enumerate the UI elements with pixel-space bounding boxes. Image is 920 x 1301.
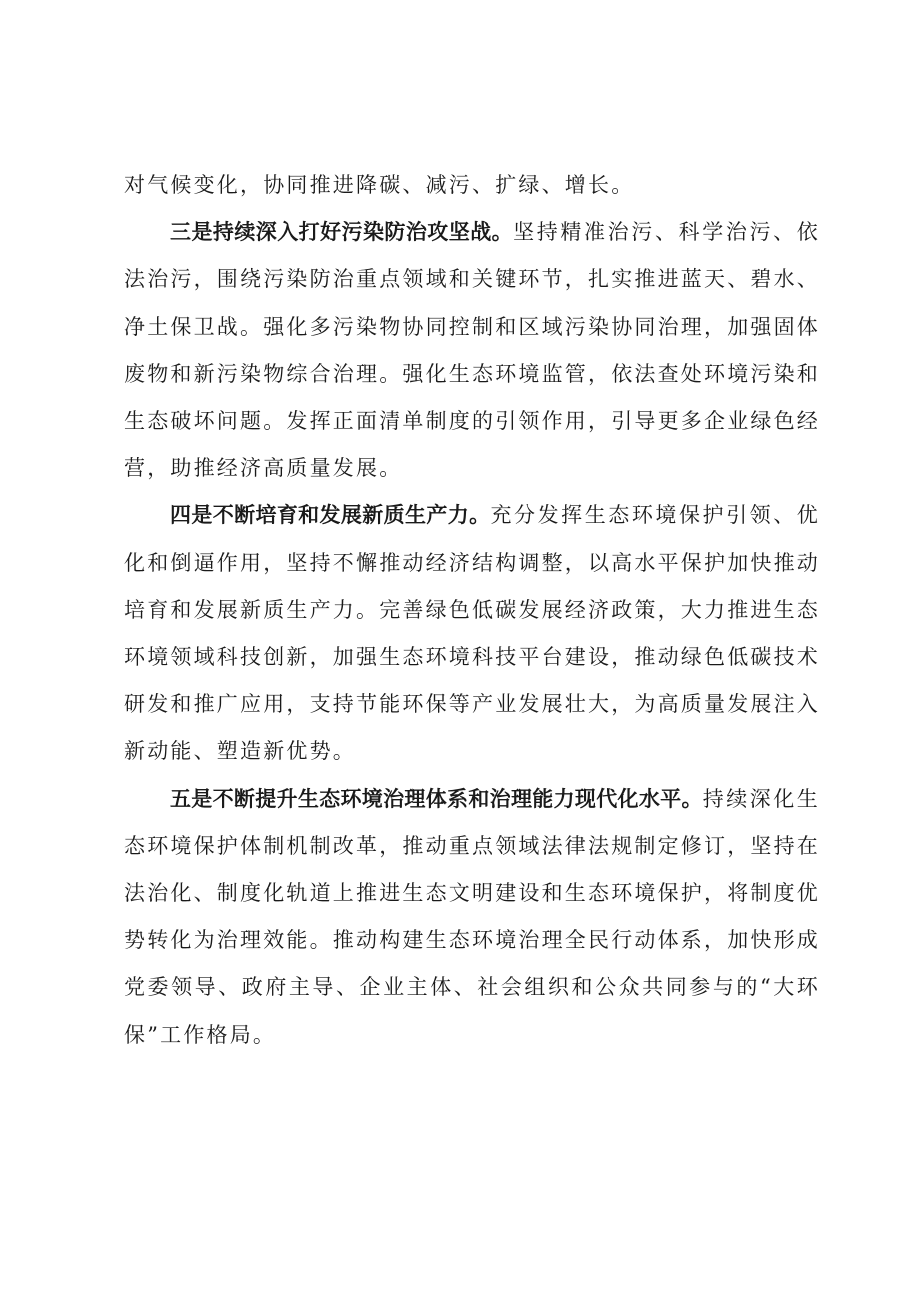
paragraph-heading: 三是持续深入打好污染防治攻坚战。 xyxy=(170,220,514,245)
paragraph-body: 对气候变化，协同推进降碳、减污、扩绿、增长。 xyxy=(124,173,635,197)
paragraph-body: 持续深化生态环境保护体制机制改革，推动重点领域法律法规制定修订，坚持在法治化、制度化轨道上推进生态文明建设和生态环境保护，将制度优势转化为治理效能。推动构建生态环境治理全民行动体系，加快形成党委领导、政府主导、企业主体、社会组织和公众共同参与的“大环保”工作格局。 xyxy=(124,786,821,1047)
paragraph-body: 充分发挥生态环境保护引领、优化和倒逼作用，坚持不懈推动经济结构调整，以高水平保护加快推动培育和发展新质生产力。完善绿色低碳发展经济政策，大力推进生态环境领域科技创新，加强生态环境科技平台建设，推动绿色低碳技术研发和推广应用，支持节能环保等产业发展壮大，为高质量发展注入新动能、塑造新优势。 xyxy=(124,503,820,764)
paragraph-heading: 五是不断提升生态环境治理体系和治理能力现代化水平。 xyxy=(170,786,703,811)
paragraph-pollution-control xyxy=(124,209,820,492)
paragraph-continuation xyxy=(124,162,820,209)
document-body xyxy=(124,162,820,1059)
paragraph-productivity xyxy=(124,492,820,775)
paragraph-heading: 四是不断培育和发展新质生产力。 xyxy=(170,503,491,528)
paragraph-body: 坚持精准治污、科学治污、依法治污，围绕污染防治重点领域和关键环节，扎实推进蓝天、碧水、净土保卫战。强化多污染物协同控制和区域污染协同治理，加强固体废物和新污染物综合治理。强化生态环境监管，依法查处环境污染和生态破坏问题。发挥正面清单制度的引领作用，引导更多企业绿色经营，助推经济高质量发展。 xyxy=(124,220,821,481)
paragraph-governance xyxy=(124,776,820,1059)
